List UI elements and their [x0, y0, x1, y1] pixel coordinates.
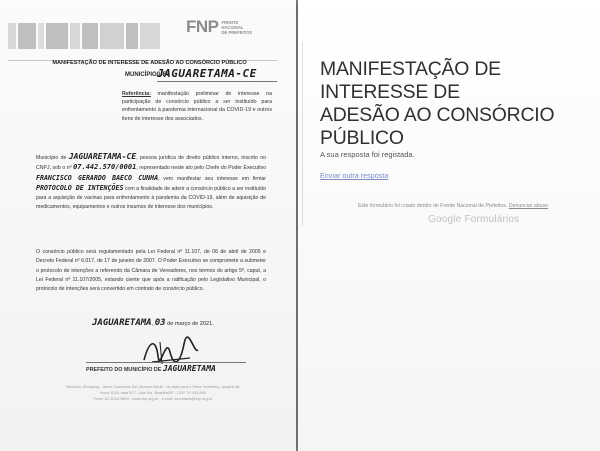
fnp-logo-mark: FNP — [186, 17, 219, 36]
prefeito-city-handwritten: JAGUARETAMA — [162, 364, 216, 373]
report-abuse-link[interactable]: Denunciar abuso — [508, 203, 549, 209]
letter-footer: Venâncio Shopping - Setor Comercial Sul (Acesso Norte - do lado para o Setor Hoteleiro), quadra 08, bloco B-50, sala 527 - Asa Sul, Brasília/DF - CEP 70.333-900 Fone: 61 3044-9800 - www.fnp.org.br - e-mail: secretaria@fnp.org.br — [65, 384, 241, 401]
form-confirmation-page — [298, 0, 600, 451]
form-disclaimer: Este formulário foi criado dentro de Frente Nacional de Prefeitos. Denunciar abuso — [358, 203, 549, 209]
referencia-text: manifestação preliminar de interesse na participação de consórcio público a ser instituído para enfrentamento à pandemia internacional da COVID-19 e outros itens de interesse dos associados. — [122, 91, 272, 122]
letter-title: MANIFESTAÇÃO DE INTERESSE DE ADESÃO AO CONSÓRCIO PÚBLICO — [52, 60, 247, 66]
prefeito-name-handwritten: FRANCISCO GERARDO BAECO CUNHA — [36, 173, 159, 182]
municipio-handwritten: JAGUARETAMA-CE — [157, 67, 257, 80]
paragraph-1: Município de JAGUARETAMA-CE, pessoa jurídica de direito público interno, inscrito no CNPJ, sob o nº 07.442.570/0001, representado neste ato pelo Chefe do Poder Executivo FRANCISCO GERARDO BAECO CUNHA, vem manifestar seu interesse em firmar PROTOCOLO DE INTENÇÕES com a finalidade de aderir a consórcio público a ser instituído para a aquisição de vacinas para enfrentamento à pandemia da COVID-19, além de aquisição de medicamentos, equipamentos e outros insumos de interesse dos municípios. — [36, 152, 267, 211]
signature-date: JAGUARETAMA, 03 de março de 2021. — [92, 318, 214, 328]
sign-city-handwritten: JAGUARETAMA — [92, 318, 152, 328]
form-title: MANIFESTAÇÃO DE INTERESSE DE ADESÃO AO CONSÓRCIO PÚBLICO — [320, 58, 555, 149]
municipio-label: MUNICÍPIO/UF: — [125, 72, 169, 78]
google-forms-logo — [428, 214, 519, 225]
confirmation-message: A sua resposta foi registada. — [320, 150, 415, 159]
municipio-underline — [157, 81, 277, 82]
sign-day-handwritten: 03 — [154, 318, 166, 328]
paragraph-2: O consórcio público será regulamentado pela Lei Federal nº 11.107, de 06 de abril de 2005 e Decreto Federal nº 6.017, de 17 de janeiro de 2007. O Poder Executivo se compromete a submeter o protocolo de intenções a referendo da Câmara de Vereadores, nos termos do artigo 5º, caput, a Lei Federal nº 11.107/2005, estando ciente que após a ratificação pelo Legislativo Municipal, o protocolo de intenções será convertido em contrato de consórcio público. — [36, 249, 266, 293]
letter-page — [0, 0, 296, 451]
para1-municipio-handwritten: JAGUARETAMA-CE — [68, 152, 137, 161]
referencia-label: Referência: — [122, 91, 151, 97]
prefeito-line: PREFEITO DO MUNICÍPIO DE JAGUARETAMA — [86, 364, 216, 373]
google-wordmark: Google — [428, 214, 462, 225]
fnp-logo-text: FRENTE NACIONAL DE PREFEITOS — [221, 19, 253, 35]
fnp-logo — [186, 17, 252, 37]
referencia-block — [122, 90, 272, 123]
signature-line — [86, 362, 246, 363]
redacted-municipal-logo — [8, 16, 168, 56]
forms-wordmark: Formulários — [464, 214, 520, 225]
cnpj-handwritten: 07.442.570/0001 — [73, 163, 137, 172]
protocolo-handwritten: PROTOCOLO DE INTENÇÕES — [36, 183, 124, 192]
submit-another-link[interactable]: Enviar outra resposta — [320, 171, 389, 180]
